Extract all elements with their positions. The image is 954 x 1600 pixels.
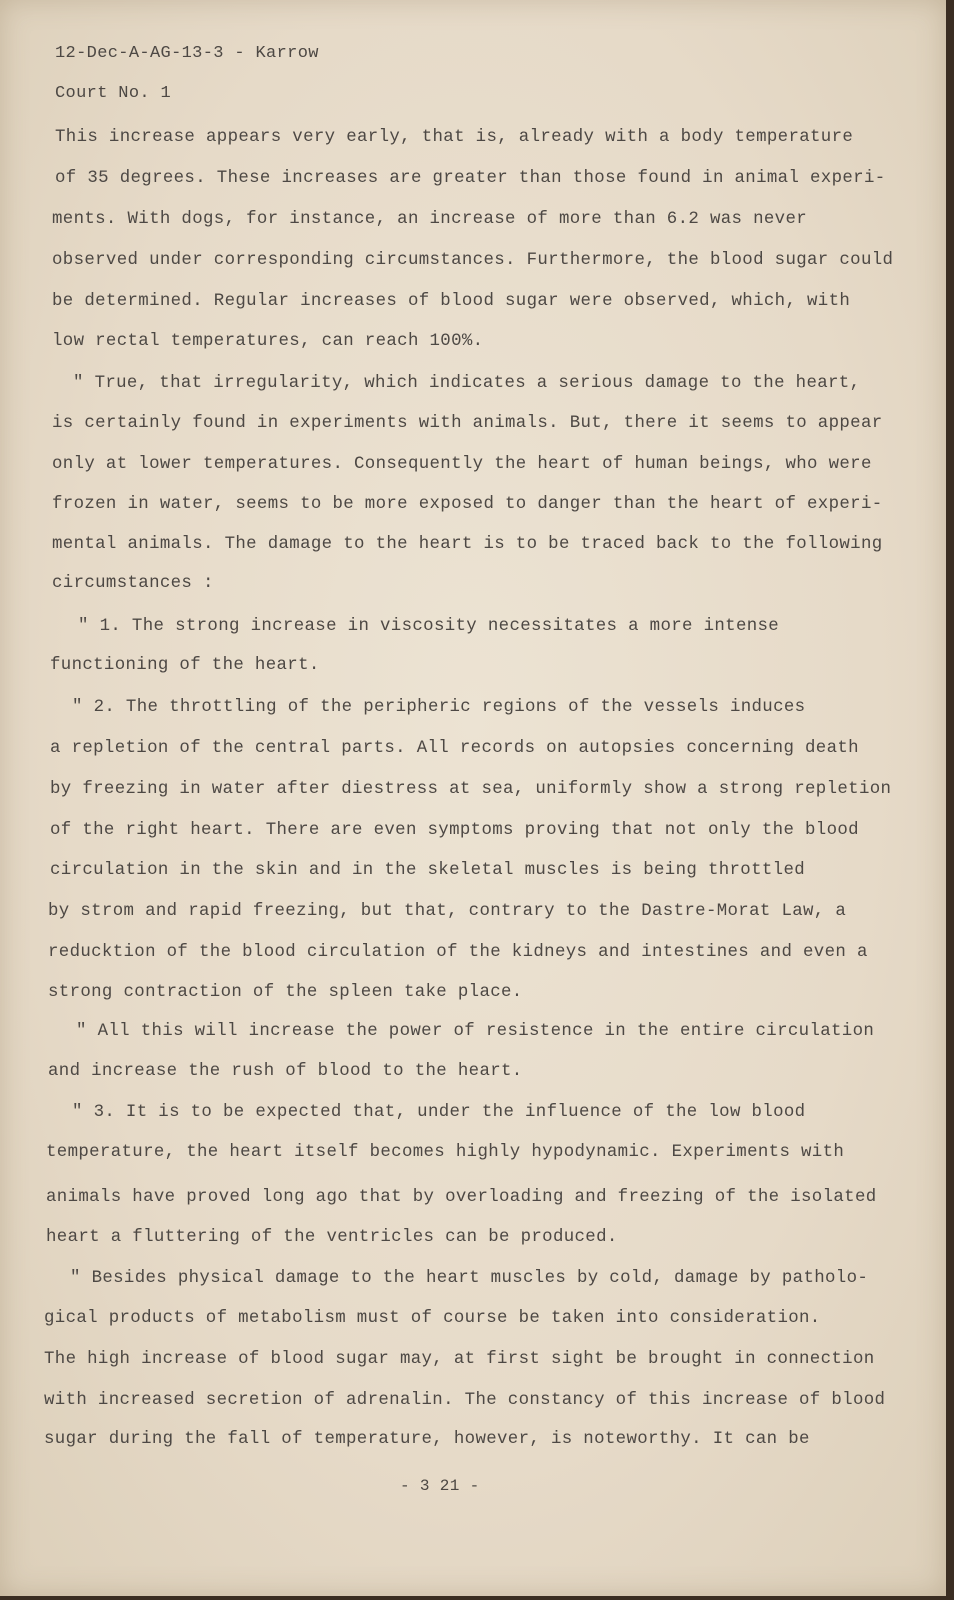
text-line: be determined. Regular increases of blood sugar were observed, which, with <box>52 292 851 311</box>
text-line: frozen in water, seems to be more exposed to danger than the heart of experi- <box>52 495 883 514</box>
text-line: reducktion of the blood circulation of the kidneys and intestines and even a <box>48 943 868 962</box>
text-line: " All this will increase the power of resistence in the entire circulation <box>76 1022 875 1041</box>
text-line: temperature, the heart itself becomes highly hypodynamic. Experiments with <box>46 1143 845 1162</box>
text-line: low rectal temperatures, can reach 100%. <box>52 332 484 351</box>
text-line: ments. With dogs, for instance, an increase of more than 6.2 was never <box>52 210 808 229</box>
document-reference: 12-Dec-A-AG-13-3 - Karrow <box>55 44 319 63</box>
text-line: circumstances : <box>52 574 214 593</box>
text-line: " 2. The throttling of the peripheric regions of the vessels induces <box>72 698 806 717</box>
text-line: sugar during the fall of temperature, however, is noteworthy. It can be <box>44 1430 810 1449</box>
text-line: of the right heart. There are even symptoms proving that not only the blood <box>50 821 859 840</box>
text-line: strong contraction of the spleen take place. <box>48 983 523 1002</box>
text-line: " 1. The strong increase in viscosity necessitates a more intense <box>78 617 780 636</box>
text-line: and increase the rush of blood to the heart. <box>48 1062 523 1081</box>
text-line: This increase appears very early, that is, already with a body temperature <box>55 128 854 147</box>
text-line: a repletion of the central parts. All records on autopsies concerning death <box>50 739 859 758</box>
text-line: circulation in the skin and in the skeletal muscles is being throttled <box>50 861 806 880</box>
text-line: mental animals. The damage to the heart is to be traced back to the following <box>52 535 883 554</box>
text-line: gical products of metabolism must of course be taken into consideration. <box>44 1309 821 1328</box>
page-number: - 3 21 - <box>400 1477 480 1495</box>
text-line: heart a fluttering of the ventricles can be produced. <box>46 1228 618 1247</box>
text-line: observed under corresponding circumstances. Furthermore, the blood sugar could <box>52 251 894 270</box>
text-line: The high increase of blood sugar may, at first sight be brought in connection <box>44 1350 875 1369</box>
text-line: " True, that irregularity, which indicates a serious damage to the heart, <box>73 374 861 393</box>
text-line: with increased secretion of adrenalin. The constancy of this increase of blood <box>44 1391 886 1410</box>
text-line: by freezing in water after diestress at sea, uniformly show a strong repletion <box>50 780 892 799</box>
text-line: of 35 degrees. These increases are greater than those found in animal experi- <box>55 169 886 188</box>
text-line: animals have proved long ago that by overloading and freezing of the isolated <box>46 1188 877 1207</box>
text-line: " 3. It is to be expected that, under the influence of the low blood <box>72 1103 806 1122</box>
text-line: functioning of the heart. <box>50 656 320 675</box>
text-line: is certainly found in experiments with animals. But, there it seems to appear <box>52 414 883 433</box>
text-line: by strom and rapid freezing, but that, contrary to the Dastre-Morat Law, a <box>48 902 847 921</box>
text-line: " Besides physical damage to the heart muscles by cold, damage by patholo- <box>70 1269 869 1288</box>
court-number: Court No. 1 <box>55 84 172 103</box>
text-line: only at lower temperatures. Consequently the heart of human beings, who were <box>52 455 872 474</box>
